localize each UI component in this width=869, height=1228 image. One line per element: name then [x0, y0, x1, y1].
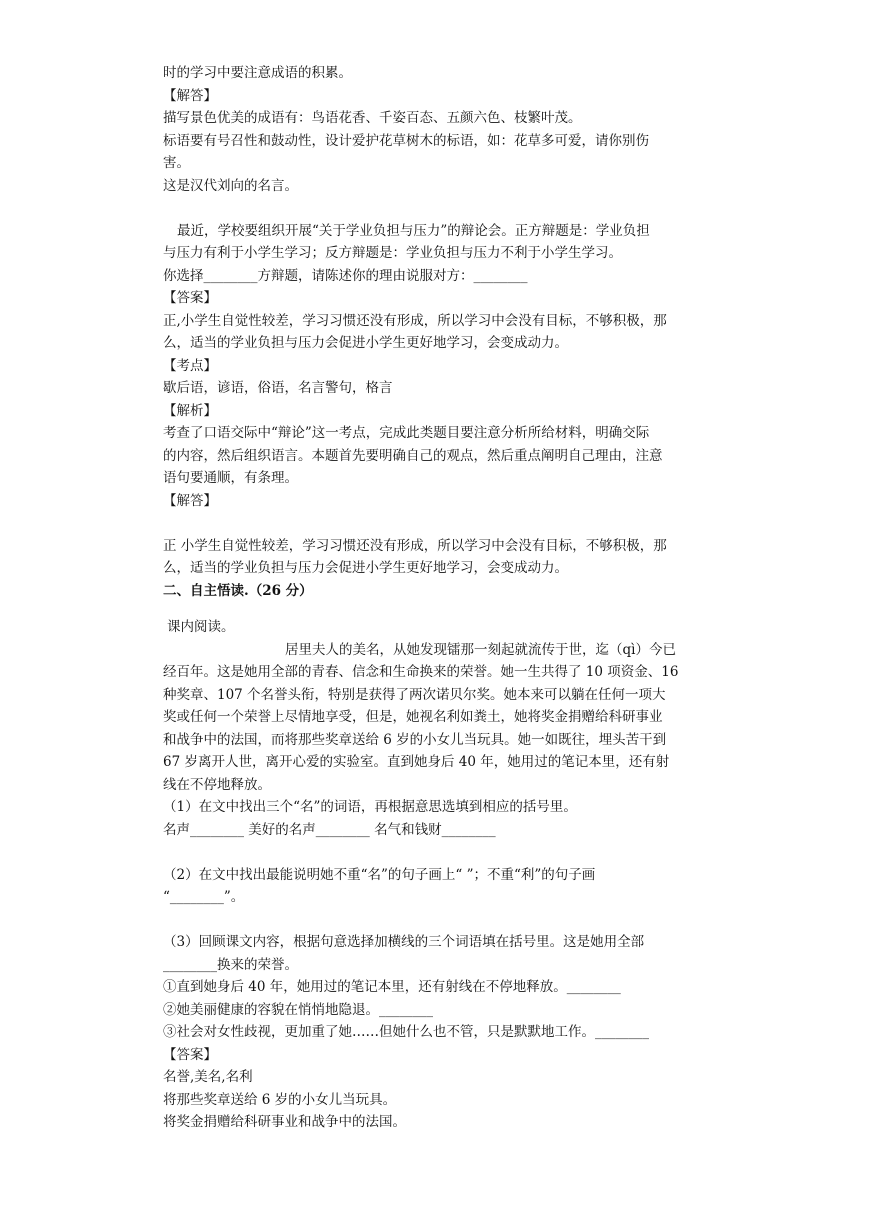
subquestion-1-blanks: 名声________ 美好的名声________ 名气和钱财________	[163, 821, 496, 838]
text-line: 害。	[163, 155, 190, 171]
subquestion-2: （2）在文中找出最能说明她不重“名”的句子画上“ ”；不重“利”的句子画	[163, 866, 596, 883]
solution-text: 么，适当的学业负担与压力会促进小学生更好地学习，会变成动力。	[163, 560, 568, 576]
document-page	[163, 62, 743, 1134]
subquestion-3-cont: ________换来的荣誉。	[163, 956, 298, 973]
subquestion-3: （3）回顾课文内容，根据句意选择加横线的三个词语填在括号里。这是她用全部	[163, 934, 645, 950]
passage-text: 奖或任何一个荣誉上尽情地享受，但是，她视名利如粪土，她将奖金捐赠给科研事业	[163, 709, 663, 725]
reading-label: 课内阅读。	[167, 619, 235, 635]
passage-text: 线在不停地释放。	[163, 776, 271, 793]
answer-text: 将那些奖章送给 6 岁的小女儿当玩具。	[163, 1091, 397, 1108]
subquestion-2-cont: “________”。	[163, 889, 245, 905]
section-label-answer: 【答案】	[163, 290, 217, 306]
section-label-answer: 【答案】	[163, 1046, 217, 1063]
passage-text: 居里夫人的美名，从她发现镭那一刻起就流传于世，迄（qì）今已	[285, 641, 676, 658]
question-text: 与压力有利于小学生学习；反方辩题是：学业负担与压力不利于小学生学习。	[163, 245, 622, 261]
section-label-solution: 【解答】	[163, 492, 217, 509]
subquestion-3-item-1: ①直到她身后 40 年，她用过的笔记本里，还有射线在不停地释放。________	[163, 979, 621, 995]
passage-text: 经百年。这是她用全部的青春、信念和生命换来的荣誉。她一生共得了 10 项资金、16	[163, 664, 679, 680]
text-line: 标语要有号召性和鼓动性，设计爱护花草树木的标语，如：花草多可爱，请你别伤	[163, 132, 649, 149]
analysis-text: 语句要通顺，有条理。	[163, 470, 298, 486]
question-text: 最近，学校要组织开展“关于学业负担与压力”的辩论会。正方辩题是：学业负担	[177, 222, 650, 239]
solution-text: 正 小学生自觉性较差，学习习惯还没有形成，所以学习中会没有目标，不够积极，那	[163, 537, 667, 554]
point-text: 歇后语，谚语，俗语，名言警句，格言	[163, 380, 393, 396]
analysis-text: 的内容，然后组织语言。本题首先要明确自己的观点，然后重点阐明自己理由，注意	[163, 447, 663, 464]
text-line: 描写景色优美的成语有：鸟语花香、千姿百态、五颜六色、枝繁叶茂。	[163, 110, 582, 126]
section-label-analysis: 【解析】	[163, 402, 217, 419]
text-line: 这是汉代刘向的名言。	[163, 177, 298, 194]
section-label-point: 【考点】	[163, 357, 217, 374]
section-heading: 二、自主悟读.（26 分）	[163, 582, 313, 599]
answer-text: 将奖金捐赠给科研事业和战争中的法国。	[163, 1114, 406, 1130]
subquestion-1: （1）在文中找出三个“名”的词语，再根据意思选填到相应的括号里。	[163, 799, 577, 815]
answer-text: 么，适当的学业负担与压力会促进小学生更好地学习，会变成动力。	[163, 335, 568, 351]
text-line: 时的学习中要注意成语的积累。	[163, 65, 352, 81]
passage-text: 和战争中的法国，而将那些奖章送给 6 岁的小女儿当玩具。她一如既往，埋头苦干到	[163, 731, 667, 748]
passage-text: 67 岁离开人世，离开心爱的实验室。直到她身后 40 年，她用过的笔记本里，还有射	[163, 754, 670, 770]
answer-text: 正,小学生自觉性较差，学习习惯还没有形成，所以学习中会没有目标，不够积极，那	[163, 312, 667, 329]
analysis-text: 考查了口语交际中“辩论”这一考点，完成此类题目要注意分析所给材料，明确交际	[163, 425, 650, 441]
section-label-solution: 【解答】	[163, 87, 217, 104]
question-blank-line: 你选择________方辩题，请陈述你的理由说服对方：________	[163, 267, 528, 284]
subquestion-3-item-2: ②她美丽健康的容貌在悄悄地隐退。________	[163, 1001, 433, 1018]
passage-text: 种奖章、107 个名誉头衔，特别是获得了两次诺贝尔奖。她本来可以躺在任何一项大	[163, 686, 666, 703]
answer-text: 名誉,美名,名利	[163, 1069, 253, 1085]
subquestion-3-item-3: ③社会对女性歧视，更加重了她……但她什么也不管，只是默默地工作。________	[163, 1024, 649, 1040]
